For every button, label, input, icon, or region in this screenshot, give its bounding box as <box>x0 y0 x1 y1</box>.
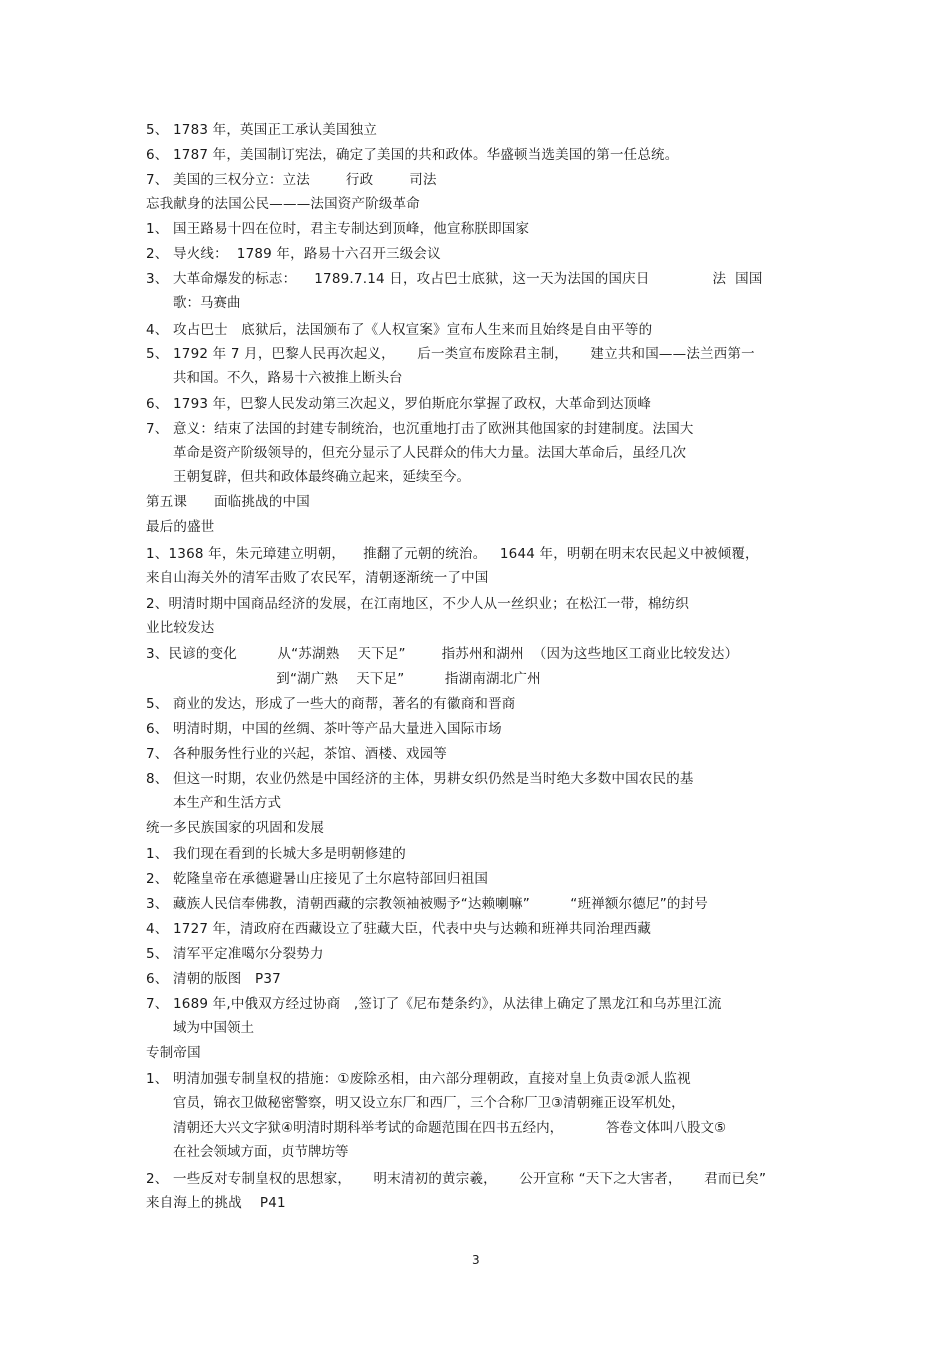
lesson-title: 第五课 面临挑战的中国 <box>146 494 310 510</box>
text-line: 5、 1792 年 7 月，巴黎人民再次起义， 后一类宣布废除君主制， 建立共和国——法兰西第一 <box>146 346 755 362</box>
text-line: 2、 乾隆皇帝在承德避暑山庄接见了土尔扈特部回归祖国 <box>146 871 489 887</box>
text-line-continued: 域为中国领土 <box>173 1020 254 1036</box>
text-line: 7、 意义：结束了法国的封建专制统治，也沉重地打击了欧洲其他国家的封建制度。法国大 <box>146 421 694 437</box>
text-line: 3、民谚的变化 从“苏湖熟 天下足” 指苏州和湖州 （因为这些地区工商业比较发达） <box>146 646 739 662</box>
page-number: 3 <box>472 1253 480 1267</box>
text-line-continued: 本生产和生活方式 <box>173 795 281 811</box>
text-line: 2、 一些反对专制皇权的思想家， 明末清初的黄宗羲， 公开宣称 “天下之大害者， 君而已矣” <box>146 1171 767 1187</box>
text-line: 7、 各种服务性行业的兴起，茶馆、酒楼、戏园等 <box>146 746 447 762</box>
text-line: 2、明清时期中国商品经济的发展，在江南地区，不少人从一丝织业；在松江一带，棉纺织 <box>146 596 690 612</box>
text-line: 3、 藏族人民信奉佛教，清朝西藏的宗教领袖被赐予“达赖喇嘛” “班禅额尔德尼”的封号 <box>146 896 708 912</box>
text-line-continued: 来自山海关外的清军击败了农民军，清朝逐渐统一了中国 <box>146 570 489 586</box>
text-line: 3、 大革命爆发的标志： 1789.7.14 日，攻占巴士底狱，这一天为法国的国庆日 法 国国 <box>146 271 763 287</box>
section-heading: 忘我献身的法国公民———法国资产阶级革命 <box>146 196 420 212</box>
text-line: 8、 但这一时期，农业仍然是中国经济的主体，男耕女织仍然是当时绝大多数中国农民的基 <box>146 771 694 787</box>
text-line: 6、 1793 年，巴黎人民发动第三次起义，罗伯斯庇尔掌握了政权，大革命到达顶峰 <box>146 396 652 412</box>
text-line-continued: 到“湖广熟 天下足” 指湖南湖北广州 <box>146 671 541 687</box>
text-line-continued: 歌：马赛曲 <box>173 295 241 311</box>
section-heading: 统一多民族国家的巩固和发展 <box>146 820 325 836</box>
text-line-continued: 在社会领域方面，贞节牌坊等 <box>173 1144 349 1160</box>
text-line-continued: 业比较发达 <box>146 620 215 636</box>
text-line-continued: 王朝复辟，但共和政体最终确立起来，延续至今。 <box>173 469 470 485</box>
text-line-continued: 革命是资产阶级领导的，但充分显示了人民群众的伟大力量。法国大革命后，虽经几次 <box>173 445 686 461</box>
text-line: 1、 明清加强专制皇权的措施：①废除丞相，由六部分理朝政，直接对皇上负责②派人监视 <box>146 1071 691 1087</box>
text-line: 1、1368 年，朱元璋建立明朝， 推翻了元朝的统治。 1644 年，明朝在明末农民起义中被倾覆， <box>146 546 759 562</box>
text-line: 6、 明清时期，中国的丝绸、茶叶等产品大量进入国际市场 <box>146 721 502 737</box>
section-heading: 来自海上的挑战 P41 <box>146 1195 286 1211</box>
text-line-continued: 官员，锦衣卫做秘密警察，明又设立东厂和西厂，三个合称厂卫③清朝雍正设军机处， <box>173 1095 685 1111</box>
text-line: 4、 1727 年，清政府在西藏设立了驻藏大臣，代表中央与达赖和班禅共同治理西藏 <box>146 921 652 937</box>
text-line: 5、 1783 年，英国正工承认美国独立 <box>146 122 378 138</box>
section-heading: 最后的盛世 <box>146 519 215 535</box>
text-line: 7、 美国的三权分立：立法 行政 司法 <box>146 172 437 188</box>
text-line: 7、 1689 年,中俄双方经过协商 ,签订了《尼布楚条约》，从法律上确定了黑龙江和乌苏里江流 <box>146 996 722 1012</box>
text-line: 5、 清军平定准噶尔分裂势力 <box>146 946 324 962</box>
text-line: 4、 攻占巴士 底狱后，法国颁布了《人权宣案》宣布人生来而且始终是自由平等的 <box>146 322 653 338</box>
text-line: 5、 商业的发达，形成了一些大的商帮，著名的有徽商和晋商 <box>146 696 516 712</box>
text-line: 2、 导火线： 1789 年，路易十六召开三级会议 <box>146 246 441 262</box>
text-line: 6、 1787 年，美国制订宪法，确定了美国的共和政体。华盛顿当选美国的第一任总统。 <box>146 147 679 163</box>
text-line: 1、 国王路易十四在位时，君主专制达到顶峰，他宣称朕即国家 <box>146 221 530 237</box>
text-line: 6、 清朝的版图 P37 <box>146 971 281 987</box>
section-heading: 专制帝国 <box>146 1045 201 1061</box>
text-line-continued: 共和国。不久，路易十六被推上断头台 <box>173 370 403 386</box>
text-line: 1、 我们现在看到的长城大多是明朝修建的 <box>146 846 406 862</box>
text-line-continued: 清朝还大兴文字狱④明清时期科举考试的命题范围在四书五经内， 答卷文体叫八股文⑤ <box>173 1120 727 1136</box>
